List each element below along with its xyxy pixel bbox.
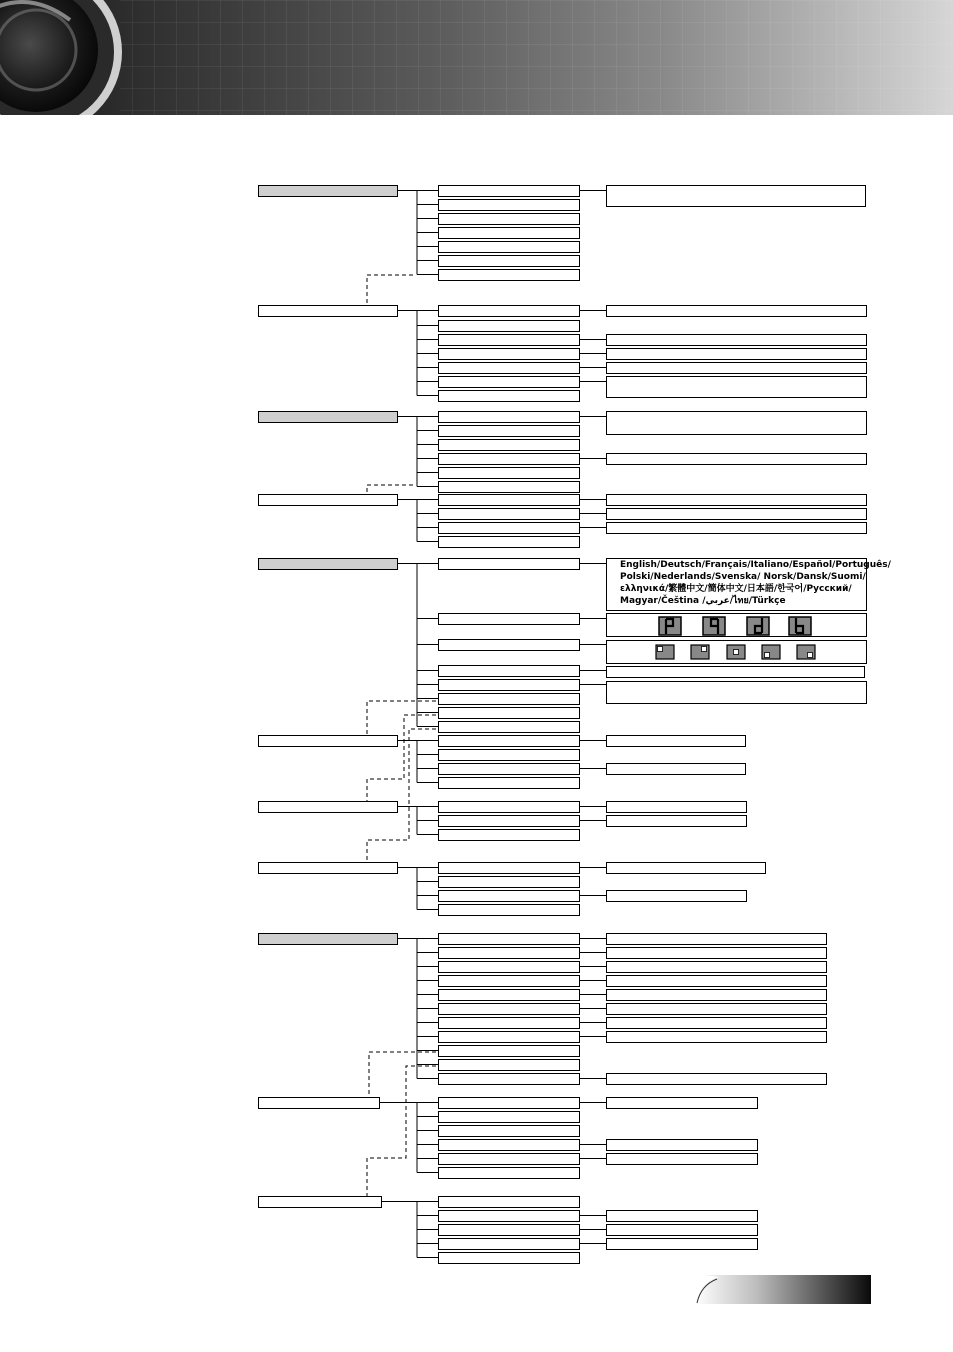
menu-node	[259, 802, 398, 813]
submenu-node	[439, 363, 580, 374]
menu-node	[259, 934, 398, 945]
option-node	[607, 976, 827, 987]
option-node	[607, 186, 866, 207]
submenu-node	[439, 680, 580, 691]
submenu-node	[439, 1126, 580, 1137]
submenu-node	[439, 270, 580, 281]
submenu-node	[439, 1211, 580, 1222]
option-node	[607, 412, 867, 435]
menu-position-bottom-left-icon	[762, 645, 780, 659]
submenu-node	[439, 1046, 580, 1057]
submenu-node	[439, 708, 580, 719]
projection-rear-icon	[703, 617, 725, 635]
dashed-link	[369, 1052, 436, 1097]
option-node	[607, 891, 747, 902]
option-node	[607, 454, 867, 465]
menu-boxes	[259, 186, 891, 1264]
option-node	[607, 1098, 758, 1109]
submenu-node	[439, 905, 580, 916]
submenu-node	[439, 482, 580, 493]
submenu-node	[439, 1074, 580, 1085]
submenu-node	[439, 1239, 580, 1250]
option-node	[607, 349, 867, 360]
option-node	[607, 802, 747, 813]
icon-marker	[702, 647, 707, 652]
icon-marker	[765, 653, 770, 658]
submenu-node	[439, 306, 580, 317]
submenu-node	[439, 537, 580, 548]
menu-position-bottom-right-icon	[797, 645, 815, 659]
submenu-node	[439, 863, 580, 874]
dashed-link	[367, 729, 436, 862]
submenu-node	[439, 1098, 580, 1109]
submenu-node	[439, 764, 580, 775]
dashed-link	[367, 701, 436, 735]
submenu-node	[439, 976, 580, 987]
submenu-node	[439, 256, 580, 267]
menu-position-top-right-icon	[691, 645, 709, 659]
submenu-node	[439, 1168, 580, 1179]
submenu-node	[439, 391, 580, 402]
submenu-node	[439, 412, 580, 423]
language-line-1: English/Deutsch/Français/Italiano/Español/Português/	[620, 560, 891, 570]
option-node	[607, 736, 746, 747]
option-node	[607, 764, 746, 775]
language-line-4: Magyar/Čeština /عربي/ไทย/Türkçe	[620, 596, 786, 606]
submenu-node	[439, 377, 580, 388]
submenu-node	[439, 1004, 580, 1015]
submenu-node	[439, 1060, 580, 1071]
submenu-node	[439, 426, 580, 437]
option-node	[607, 1154, 758, 1165]
submenu-node	[439, 877, 580, 888]
option-node	[607, 523, 867, 534]
projection-front-icon	[659, 617, 681, 635]
submenu-node	[439, 1225, 580, 1236]
icon-marker	[658, 647, 663, 652]
submenu-node	[439, 1032, 580, 1043]
submenu-node	[439, 722, 580, 733]
submenu-node	[439, 440, 580, 451]
option-node	[607, 1225, 758, 1236]
submenu-node	[439, 200, 580, 211]
submenu-node	[439, 228, 580, 239]
menu-node	[259, 1098, 380, 1109]
option-node	[607, 1032, 827, 1043]
submenu-node	[439, 509, 580, 520]
submenu-node	[439, 891, 580, 902]
submenu-node	[439, 666, 580, 677]
submenu-node	[439, 962, 580, 973]
submenu-node	[439, 614, 580, 625]
submenu-node	[439, 750, 580, 761]
submenu-node	[439, 830, 580, 841]
submenu-node	[439, 934, 580, 945]
language-line-3: ελληνικά/繁體中文/簡体中文/日本語/한국어/Русский/	[620, 584, 852, 594]
submenu-node	[439, 640, 580, 651]
dashed-link	[367, 485, 413, 494]
submenu-node	[439, 186, 580, 197]
menu-node	[259, 186, 398, 197]
language-line-2: Polski/Nederlands/Svenska/ Norsk/Dansk/Suomi/	[620, 572, 866, 582]
submenu-node	[439, 1253, 580, 1264]
submenu-node	[439, 335, 580, 346]
option-node	[607, 306, 867, 317]
option-node	[607, 495, 867, 506]
menu-node	[259, 559, 398, 570]
submenu-node	[439, 990, 580, 1001]
menu-node	[259, 736, 398, 747]
option-node	[607, 1140, 758, 1151]
menu-position-top-left-icon	[656, 645, 674, 659]
submenu-node	[439, 694, 580, 705]
projection-ceiling-top-icon	[747, 617, 769, 635]
submenu-node	[439, 816, 580, 827]
submenu-node	[439, 321, 580, 332]
dashed-link	[367, 715, 436, 801]
menu-node	[259, 306, 398, 317]
dashed-link	[367, 275, 413, 305]
footer-gradient-bar	[695, 1275, 871, 1305]
projection-rear-top-icon	[789, 617, 811, 635]
option-node	[607, 377, 867, 398]
option-node	[607, 363, 867, 374]
icon-marker	[808, 653, 813, 658]
option-node	[607, 1239, 758, 1250]
option-node	[607, 509, 867, 520]
option-node	[607, 1004, 827, 1015]
option-node	[607, 1074, 827, 1085]
submenu-node	[439, 1197, 580, 1208]
option-node	[607, 962, 827, 973]
submenu-node	[439, 778, 580, 789]
option-node	[607, 863, 766, 874]
submenu-node	[439, 1018, 580, 1029]
option-node	[607, 667, 865, 678]
menu-node	[259, 1197, 382, 1208]
submenu-node	[439, 214, 580, 225]
menu-position-center-icon	[727, 645, 745, 659]
submenu-node	[439, 802, 580, 813]
submenu-node	[439, 468, 580, 479]
submenu-node	[439, 559, 580, 570]
option-node	[607, 948, 827, 959]
icon-marker	[734, 650, 739, 655]
option-node	[607, 816, 747, 827]
submenu-node	[439, 349, 580, 360]
menu-node	[259, 495, 398, 506]
option-node	[607, 1211, 758, 1222]
option-node	[607, 990, 827, 1001]
submenu-node	[439, 1154, 580, 1165]
option-node	[607, 335, 867, 346]
language-options-list	[620, 559, 891, 607]
submenu-node	[439, 242, 580, 253]
submenu-node	[439, 523, 580, 534]
option-node	[607, 614, 867, 637]
submenu-node	[439, 948, 580, 959]
menu-node	[259, 412, 398, 423]
option-node	[607, 1018, 827, 1029]
option-node	[607, 934, 827, 945]
submenu-node	[439, 454, 580, 465]
submenu-node	[439, 736, 580, 747]
submenu-node	[439, 1112, 580, 1123]
menu-node	[259, 863, 398, 874]
submenu-node	[439, 495, 580, 506]
submenu-node	[439, 1140, 580, 1151]
option-node	[607, 682, 867, 704]
